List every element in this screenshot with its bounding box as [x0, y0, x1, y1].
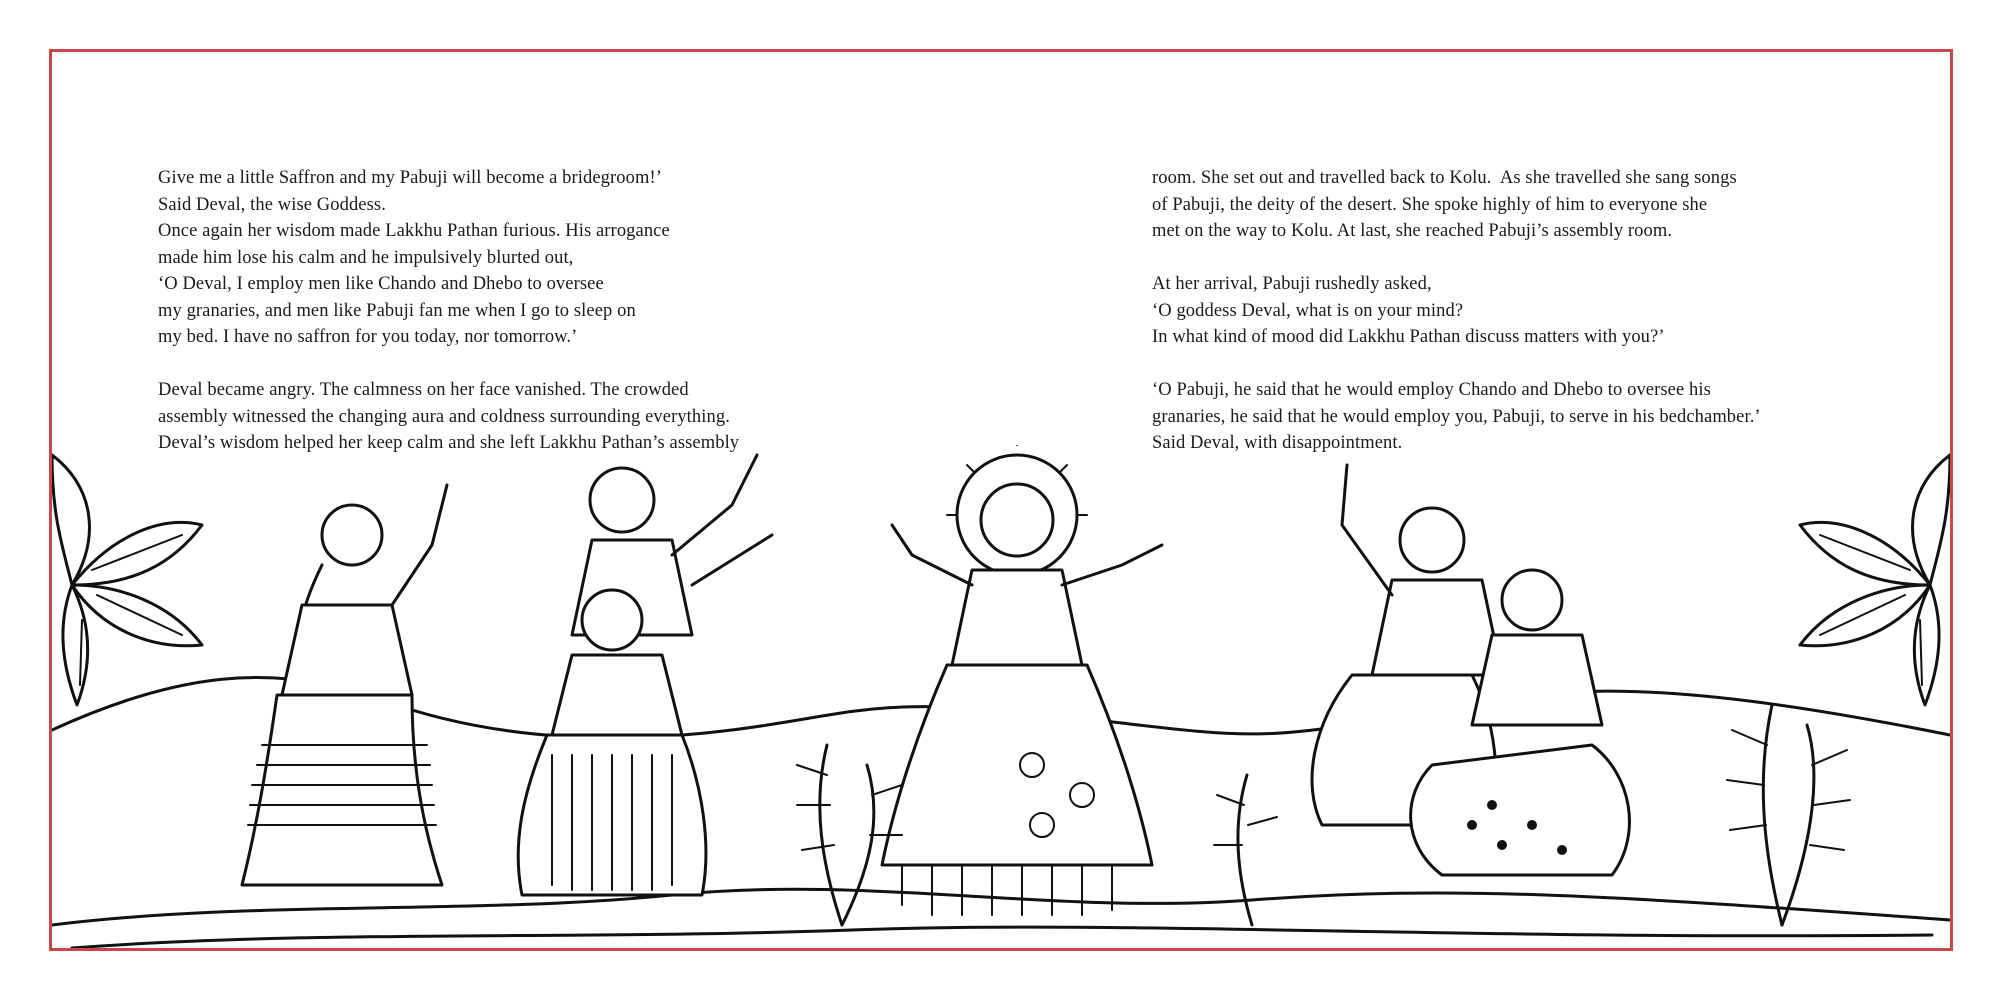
text-line: my granaries, and men like Pabuji fan me when I go to sleep on	[158, 300, 636, 321]
text-line: my bed. I have no saffron for you today, nor tomorrow.’	[158, 327, 578, 347]
text-line: ‘O Deval, I employ men like Chando and Dhebo to oversee	[158, 274, 604, 294]
text-line: Deval’s wisdom helped her keep calm and she left Lakkhu Pathan’s assembly	[158, 433, 740, 453]
text-line: Give me a little Saffron and my Pabuji will become a bridegroom!’	[158, 168, 662, 188]
text-line: Said Deval, with disappointment.	[1152, 433, 1403, 453]
text-line: At her arrival, Pabuji rushedly asked,	[1152, 274, 1432, 294]
paragraph-gap	[158, 351, 808, 378]
folk-art-illustration	[52, 445, 1950, 948]
text-line: In what kind of mood did Lakkhu Pathan discuss matters with you?’	[1152, 327, 1665, 347]
leaf-icon	[1800, 455, 1950, 705]
text-line: of Pabuji, the deity of the desert. She spoke highly of him to everyone she	[1152, 194, 1708, 215]
text-line: granaries, he said that he would employ you, Pabuji, to serve in his bedchamber.’	[1152, 406, 1761, 427]
text-line: met on the way to Kolu. At last, she reached Pabuji’s assembly room.	[1152, 221, 1673, 241]
paragraph-gap	[1152, 351, 1852, 378]
text-line: Once again her wisdom made Lakkhu Pathan furious. His arrogance	[158, 221, 670, 241]
ground-line	[52, 889, 1950, 925]
text-line: room. She set out and travelled back to Kolu. As she travelled she sang songs	[1152, 168, 1737, 188]
figure-woman-left	[242, 485, 447, 885]
left-page-text	[158, 165, 808, 457]
shrub-icon	[1727, 705, 1850, 925]
figure-goddess-center	[882, 445, 1162, 915]
shrub-icon	[797, 745, 902, 925]
paragraph-gap	[1152, 245, 1852, 272]
right-page-text	[1152, 165, 1852, 457]
text-line: Deval became angry. The calmness on her face vanished. The crowded	[158, 380, 689, 400]
text-line: made him lose his calm and he impulsively blurted out,	[158, 247, 574, 268]
leaf-icon	[52, 455, 202, 705]
text-line: Said Deval, the wise Goddess.	[158, 194, 386, 215]
ground-line	[72, 927, 1932, 948]
text-line: ‘O goddess Deval, what is on your mind?	[1152, 300, 1464, 321]
text-line: assembly witnessed the changing aura and coldness surrounding everything.	[158, 406, 730, 427]
text-line: ‘O Pabuji, he said that he would employ Chando and Dhebo to oversee his	[1152, 380, 1711, 400]
